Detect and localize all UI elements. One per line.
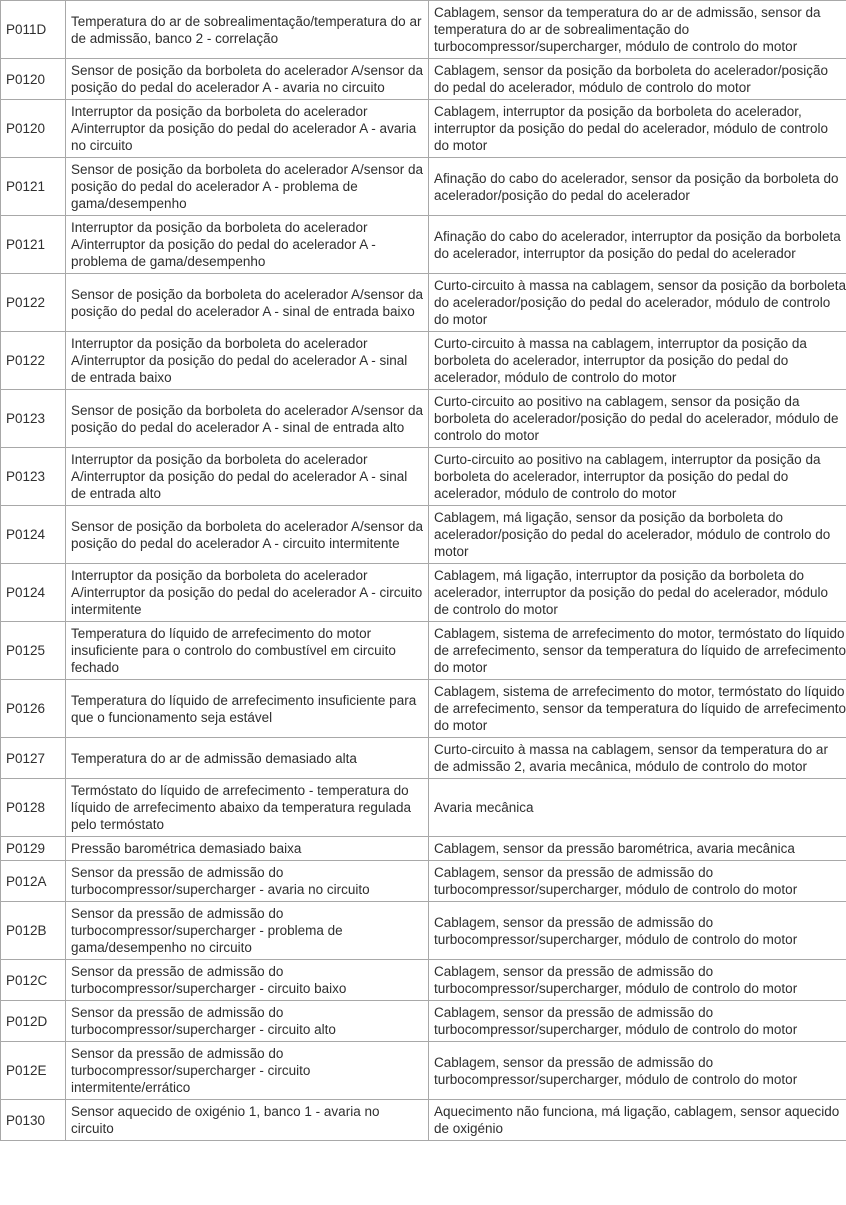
table-row	[1, 779, 846, 837]
table-row	[1, 861, 846, 902]
table-row	[1, 564, 846, 622]
dtc-description-cell: Sensor de posição da borboleta do acelerador A/sensor da posição do pedal do acelerador A - avaria no circuito	[66, 59, 429, 100]
dtc-causes-cell: Cablagem, sensor da posição da borboleta do acelerador/posição do pedal do acelerador, módulo de controlo do motor	[429, 59, 846, 100]
dtc-description-cell: Pressão barométrica demasiado baixa	[66, 837, 429, 861]
dtc-code-cell: P0120	[1, 59, 66, 100]
dtc-code-cell: P012D	[1, 1001, 66, 1042]
dtc-code-cell: P0121	[1, 158, 66, 216]
dtc-code-cell: P012E	[1, 1042, 66, 1100]
table-row	[1, 216, 846, 274]
dtc-code-cell: P012A	[1, 861, 66, 902]
dtc-description-cell: Sensor aquecido de oxigénio 1, banco 1 - avaria no circuito	[66, 1100, 429, 1141]
dtc-causes-cell: Aquecimento não funciona, má ligação, cablagem, sensor aquecido de oxigénio	[429, 1100, 846, 1141]
dtc-description-cell: Sensor de posição da borboleta do acelerador A/sensor da posição do pedal do acelerador A - sinal de entrada baixo	[66, 274, 429, 332]
dtc-causes-cell: Curto-circuito à massa na cablagem, sensor da temperatura do ar de admissão 2, avaria mecânica, módulo de controlo do motor	[429, 738, 846, 779]
dtc-code-cell: P0124	[1, 506, 66, 564]
dtc-code-cell: P0125	[1, 622, 66, 680]
table-row	[1, 622, 846, 680]
dtc-code-cell: P0126	[1, 680, 66, 738]
table-row	[1, 1001, 846, 1042]
dtc-causes-cell: Curto-circuito ao positivo na cablagem, sensor da posição da borboleta do acelerador/posição do pedal do acelerador, módulo de controlo do motor	[429, 390, 846, 448]
dtc-causes-cell: Cablagem, sensor da pressão de admissão do turbocompressor/supercharger, módulo de controlo do motor	[429, 1001, 846, 1042]
table-row	[1, 158, 846, 216]
table-row	[1, 960, 846, 1001]
dtc-description-cell: Sensor da pressão de admissão do turbocompressor/supercharger - problema de gama/desempenho no circuito	[66, 902, 429, 960]
dtc-causes-cell: Curto-circuito à massa na cablagem, interruptor da posição da borboleta do acelerador, interruptor da posição do pedal do acelerador, módulo de controlo do motor	[429, 332, 846, 390]
dtc-code-cell: P0122	[1, 274, 66, 332]
dtc-code-cell: P0120	[1, 100, 66, 158]
dtc-description-cell: Interruptor da posição da borboleta do acelerador A/interruptor da posição do pedal do acelerador A - circuito intermitente	[66, 564, 429, 622]
dtc-causes-cell: Afinação do cabo do acelerador, interruptor da posição da borboleta do acelerador, interruptor da posição do pedal do acelerador	[429, 216, 846, 274]
dtc-code-cell: P012B	[1, 902, 66, 960]
dtc-description-cell: Temperatura do ar de admissão demasiado alta	[66, 738, 429, 779]
table-row	[1, 59, 846, 100]
dtc-causes-cell: Afinação do cabo do acelerador, sensor da posição da borboleta do acelerador/posição do pedal do acelerador	[429, 158, 846, 216]
dtc-description-cell: Interruptor da posição da borboleta do acelerador A/interruptor da posição do pedal do acelerador A - sinal de entrada baixo	[66, 332, 429, 390]
dtc-causes-cell: Cablagem, sistema de arrefecimento do motor, termóstato do líquido de arrefecimento, sensor da temperatura do líquido de arrefecimento do motor	[429, 680, 846, 738]
table-row	[1, 506, 846, 564]
dtc-causes-cell: Cablagem, sensor da pressão de admissão do turbocompressor/supercharger, módulo de controlo do motor	[429, 960, 846, 1001]
dtc-code-cell: P0123	[1, 390, 66, 448]
dtc-code-cell: P0124	[1, 564, 66, 622]
dtc-description-cell: Sensor de posição da borboleta do acelerador A/sensor da posição do pedal do acelerador A - problema de gama/desempenho	[66, 158, 429, 216]
dtc-code-cell: P012C	[1, 960, 66, 1001]
dtc-code-cell: P0123	[1, 448, 66, 506]
table-row	[1, 902, 846, 960]
dtc-description-cell: Sensor de posição da borboleta do acelerador A/sensor da posição do pedal do acelerador A - sinal de entrada alto	[66, 390, 429, 448]
table-row	[1, 332, 846, 390]
dtc-description-cell: Sensor da pressão de admissão do turbocompressor/supercharger - circuito intermitente/errático	[66, 1042, 429, 1100]
dtc-description-cell: Temperatura do ar de sobrealimentação/temperatura do ar de admissão, banco 2 - correlação	[66, 1, 429, 59]
table-row	[1, 1100, 846, 1141]
dtc-causes-cell: Cablagem, sensor da pressão de admissão do turbocompressor/supercharger, módulo de controlo do motor	[429, 1042, 846, 1100]
dtc-description-cell: Sensor da pressão de admissão do turbocompressor/supercharger - circuito alto	[66, 1001, 429, 1042]
dtc-description-cell: Interruptor da posição da borboleta do acelerador A/interruptor da posição do pedal do acelerador A - problema de gama/desempenho	[66, 216, 429, 274]
table-row	[1, 680, 846, 738]
table-row	[1, 274, 846, 332]
dtc-causes-cell: Curto-circuito à massa na cablagem, sensor da posição da borboleta do acelerador/posição do pedal do acelerador, módulo de controlo do motor	[429, 274, 846, 332]
dtc-code-cell: P0121	[1, 216, 66, 274]
dtc-description-cell: Sensor da pressão de admissão do turbocompressor/supercharger - avaria no circuito	[66, 861, 429, 902]
dtc-causes-cell: Curto-circuito ao positivo na cablagem, interruptor da posição da borboleta do acelerador, interruptor da posição do pedal do acelerador, módulo de controlo do motor	[429, 448, 846, 506]
dtc-description-cell: Sensor da pressão de admissão do turbocompressor/supercharger - circuito baixo	[66, 960, 429, 1001]
dtc-causes-cell: Cablagem, má ligação, interruptor da posição da borboleta do acelerador, interruptor da posição do pedal do acelerador, módulo de controlo do motor	[429, 564, 846, 622]
dtc-description-cell: Sensor de posição da borboleta do acelerador A/sensor da posição do pedal do acelerador A - circuito intermitente	[66, 506, 429, 564]
table-row	[1, 738, 846, 779]
dtc-causes-cell: Cablagem, sensor da pressão de admissão do turbocompressor/supercharger, módulo de controlo do motor	[429, 861, 846, 902]
table-row	[1, 1042, 846, 1100]
dtc-causes-cell: Cablagem, sistema de arrefecimento do motor, termóstato do líquido de arrefecimento, sensor da temperatura do líquido de arrefecimento do motor	[429, 622, 846, 680]
dtc-causes-cell: Cablagem, sensor da pressão de admissão do turbocompressor/supercharger, módulo de controlo do motor	[429, 902, 846, 960]
table-row	[1, 837, 846, 861]
table-row	[1, 1, 846, 59]
dtc-code-cell: P0129	[1, 837, 66, 861]
dtc-code-cell: P011D	[1, 1, 66, 59]
dtc-description-cell: Temperatura do líquido de arrefecimento do motor insuficiente para o controlo do combustível em circuito fechado	[66, 622, 429, 680]
dtc-description-cell: Termóstato do líquido de arrefecimento - temperatura do líquido de arrefecimento abaixo da temperatura regulada pelo termóstato	[66, 779, 429, 837]
dtc-description-cell: Temperatura do líquido de arrefecimento insuficiente para que o funcionamento seja estável	[66, 680, 429, 738]
dtc-description-cell: Interruptor da posição da borboleta do acelerador A/interruptor da posição do pedal do acelerador A - avaria no circuito	[66, 100, 429, 158]
dtc-causes-cell: Cablagem, interruptor da posição da borboleta do acelerador, interruptor da posição do pedal do acelerador, módulo de controlo do motor	[429, 100, 846, 158]
dtc-description-cell: Interruptor da posição da borboleta do acelerador A/interruptor da posição do pedal do acelerador A - sinal de entrada alto	[66, 448, 429, 506]
dtc-code-cell: P0130	[1, 1100, 66, 1141]
dtc-code-cell: P0122	[1, 332, 66, 390]
dtc-code-cell: P0128	[1, 779, 66, 837]
dtc-causes-cell: Cablagem, sensor da pressão barométrica, avaria mecânica	[429, 837, 846, 861]
dtc-code-cell: P0127	[1, 738, 66, 779]
dtc-causes-cell: Cablagem, má ligação, sensor da posição da borboleta do acelerador/posição do pedal do acelerador, módulo de controlo do motor	[429, 506, 846, 564]
dtc-causes-cell: Avaria mecânica	[429, 779, 846, 837]
table-row	[1, 100, 846, 158]
table-row	[1, 448, 846, 506]
dtc-table-body	[1, 1, 846, 1141]
dtc-causes-cell: Cablagem, sensor da temperatura do ar de admissão, sensor da temperatura do ar de sobrealimentação do turbocompressor/supercharger, módulo de controlo do motor	[429, 1, 846, 59]
table-row	[1, 390, 846, 448]
